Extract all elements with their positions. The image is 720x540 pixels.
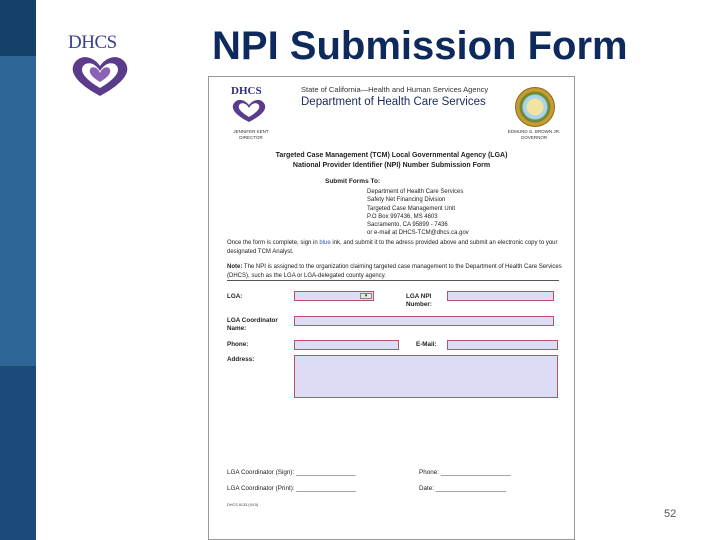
instructions-text: ink, and submit it to the adress provided above and submit an electronic copy to your designated TCM Analyst. — [227, 240, 558, 255]
governor-signature — [501, 129, 567, 141]
note-text: The NPI is assigned to the organization claiming targeted case management to the Department of Health Care Services (DHCS), such as the LGA or LGA-delegated county agency. — [227, 264, 562, 279]
governor-title: GOVERNOR — [520, 135, 548, 140]
governor-name: EDMUND G. BROWN JR. — [507, 129, 561, 134]
page-number: 52 — [664, 508, 677, 520]
email-input[interactable] — [447, 340, 558, 350]
chevron-down-icon[interactable]: ▾ — [360, 293, 372, 299]
coordinator-print-line: LGA Coordinator (Print): _________________ — [227, 485, 356, 492]
director-title: DIRECTOR — [239, 135, 263, 140]
email-label: E-Mail: — [416, 341, 437, 348]
lga-npi-input[interactable] — [447, 291, 554, 301]
form-note — [227, 263, 562, 280]
signature-phone-line: Phone: ____________________ — [419, 469, 511, 476]
label-line: LGA NPI — [406, 293, 432, 300]
label-line: Number: — [406, 300, 432, 308]
note-label: Note: — [227, 264, 243, 270]
phone-label: Phone: — [227, 341, 249, 348]
submission-address — [367, 188, 469, 238]
address-line: Targeted Case Management Unit — [367, 205, 456, 212]
coordinator-name-label — [227, 317, 278, 332]
dhcs-logo — [64, 32, 136, 100]
address-line: Department of Health Care Services — [367, 189, 464, 195]
heart-hands-icon — [229, 97, 269, 123]
california-seal-icon — [515, 87, 555, 127]
left-accent-bar — [0, 0, 36, 540]
form-title-line: Targeted Case Management (TCM) Local Governmental Agency (LGA) — [275, 152, 508, 159]
label-line: LGA Coordinator — [227, 317, 278, 324]
agency-name: State of California—Health and Human Services Agency — [301, 85, 489, 94]
lga-label: LGA: — [227, 293, 243, 300]
coordinator-sign-line: LGA Coordinator (Sign): _________________ — [227, 469, 356, 476]
divider — [227, 280, 559, 281]
instructions-text: Once the form is complete, sign in — [227, 240, 320, 246]
address-line: Safety Net Financing Division — [367, 197, 446, 204]
address-textarea[interactable] — [294, 355, 558, 398]
coordinator-name-input[interactable] — [294, 316, 554, 326]
form-instructions — [227, 239, 562, 256]
label-line: Name: — [227, 324, 247, 332]
logo-text: DHCS — [68, 32, 117, 53]
left-bar-segment — [0, 0, 36, 56]
department-name: Department of Health Care Services — [301, 96, 486, 108]
form-title-line: National Provider Identifier (NPI) Number Submission Form — [292, 162, 491, 169]
form-code: DHCS 6133 (9/15) — [227, 503, 259, 507]
form-title — [209, 151, 574, 171]
lga-select[interactable] — [294, 291, 374, 301]
lga-npi-label — [406, 293, 432, 308]
submit-forms-label: Submit Forms To: — [325, 178, 381, 185]
address-label: Address: — [227, 356, 255, 363]
left-bar-segment — [0, 56, 36, 366]
phone-input[interactable] — [294, 340, 399, 350]
address-line: Sacramento, CA 95899 - 7436 — [367, 222, 448, 229]
address-line: P.O Box 997436, MS 4603 — [367, 213, 438, 220]
address-line: or e-mail at DHCS-TCM@dhcs.ca.gov — [367, 230, 469, 237]
npi-form-document — [208, 76, 575, 540]
heart-hands-icon — [66, 52, 134, 98]
form-logo-text: DHCS — [231, 85, 262, 97]
slide-title: NPI Submission Form — [212, 24, 628, 68]
left-bar-segment — [0, 366, 36, 540]
director-signature — [223, 129, 279, 141]
director-name: JENNIFER KENT — [233, 129, 269, 134]
instructions-blue-word: blue — [319, 240, 331, 246]
form-dhcs-logo — [227, 85, 273, 125]
signature-date-line: Date: ____________________ — [419, 485, 506, 492]
